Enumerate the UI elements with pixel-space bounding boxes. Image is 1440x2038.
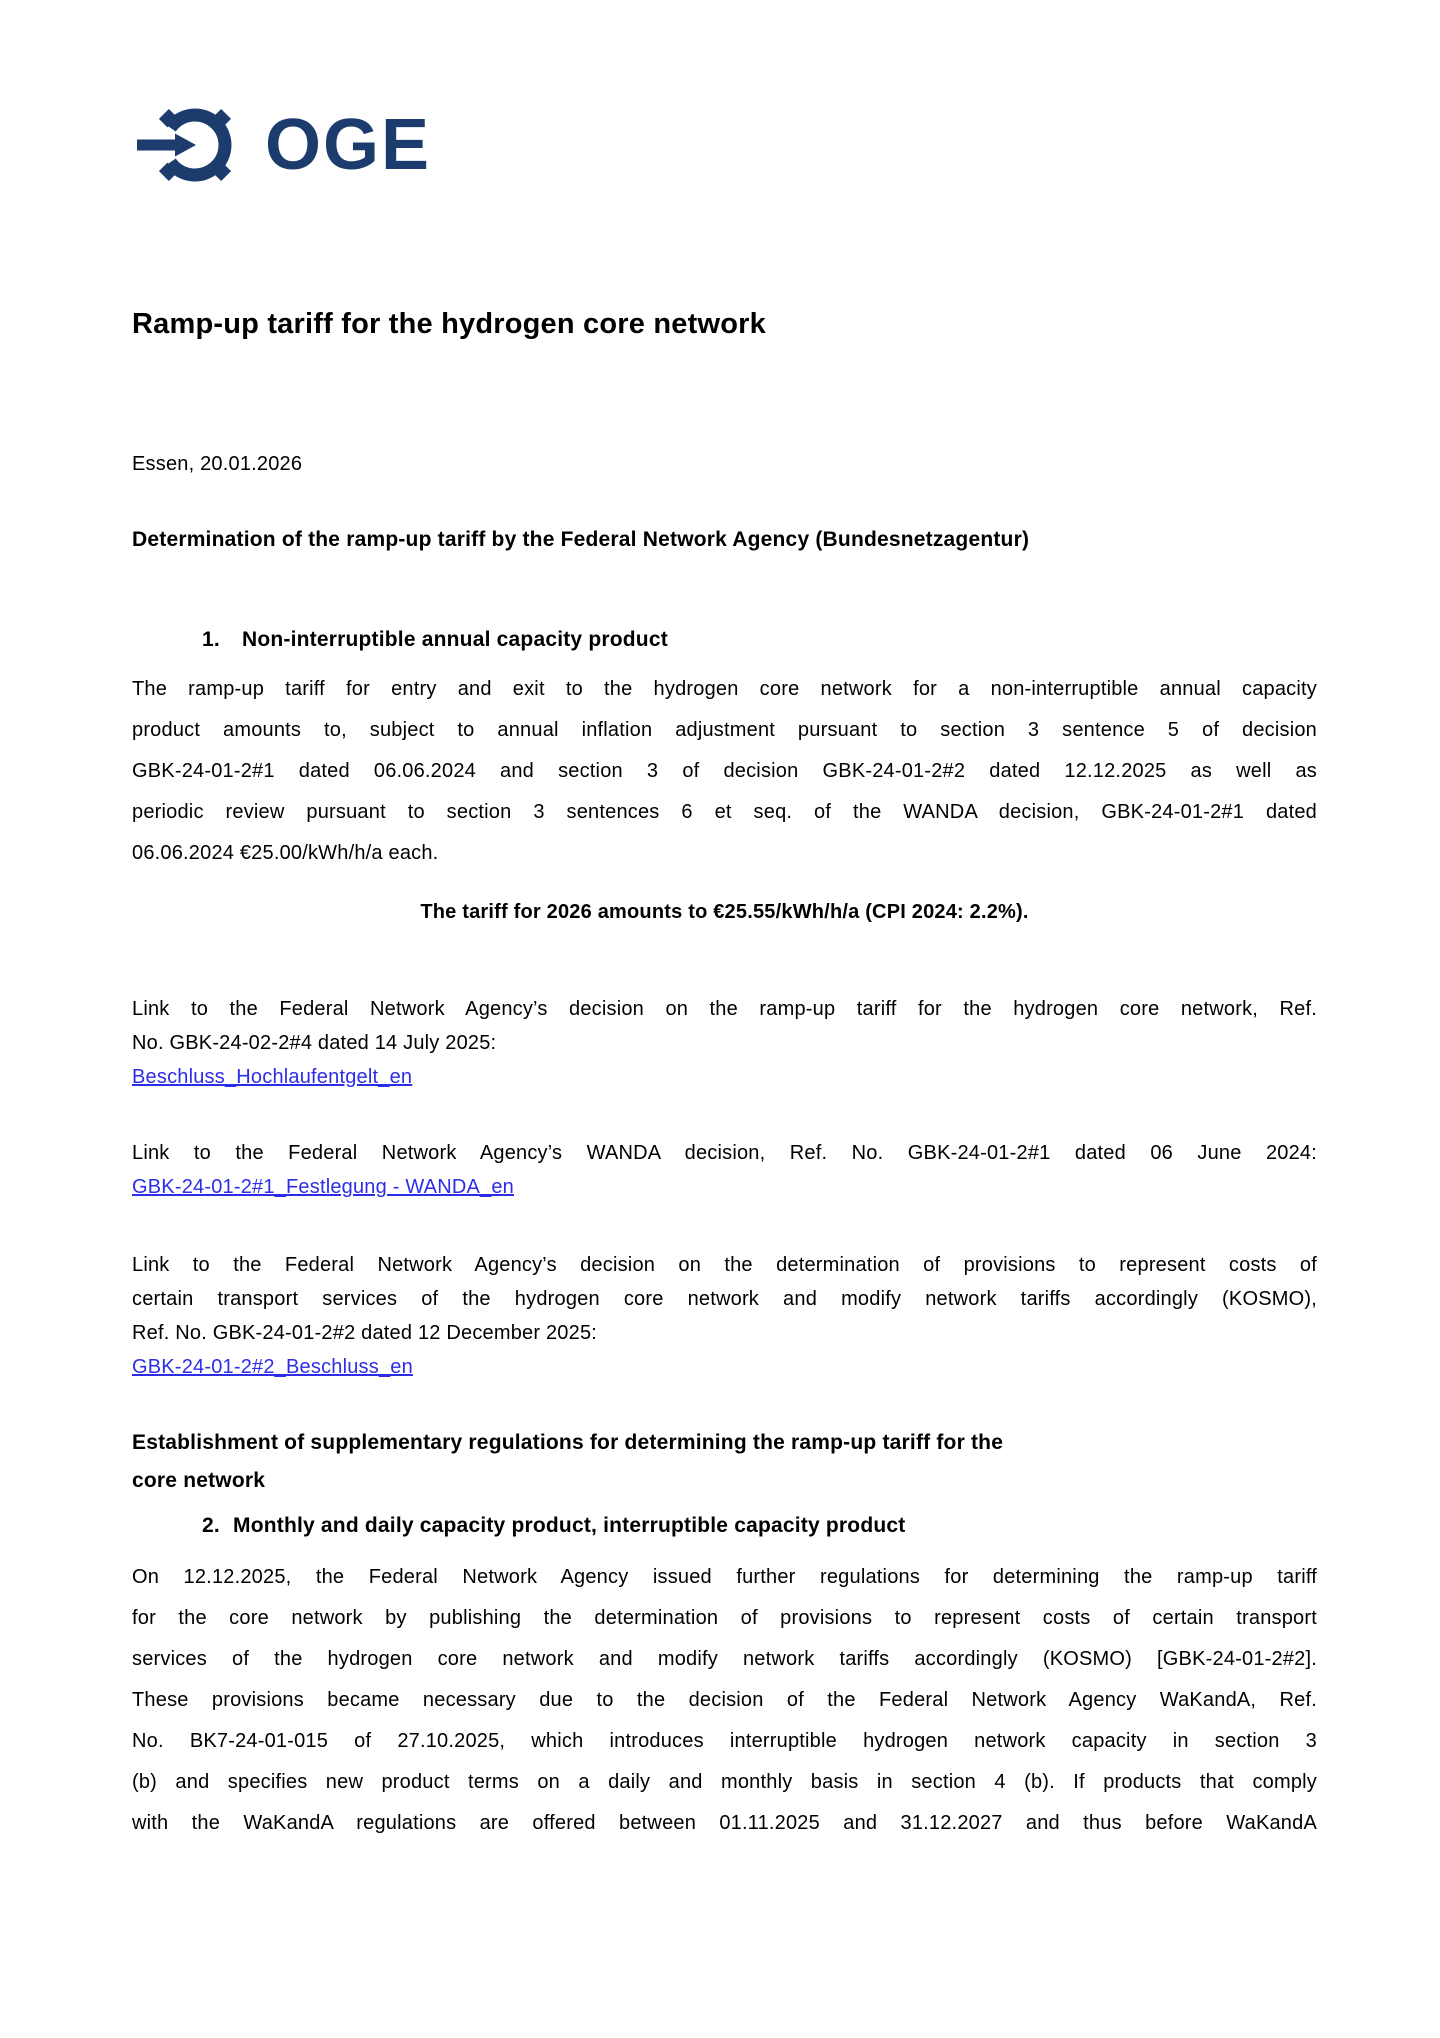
paragraph-line: Link to the Federal Network Agency’s WANDA decision, Ref. No. GBK-24-01-2#1 dated 06 June 2024:: [132, 1142, 1317, 1164]
oge-logo: [137, 100, 1317, 190]
paragraph-tariff-basis: [132, 669, 1317, 874]
link-paragraph-hochlaufentgelt: [132, 992, 1317, 1094]
heading-supplementary-regulations: [132, 1424, 1317, 1500]
paragraph-line: GBK-24-01-2#1 dated 06.06.2024 and section 3 of decision GBK-24-01-2#2 dated 12.12.2025 as well as: [132, 760, 1317, 782]
section-2-number: 2.: [202, 1514, 220, 1537]
oge-logo-text: OGE: [265, 105, 432, 185]
link-paragraph-wanda: [132, 1136, 1317, 1204]
tariff-2026-statement: The tariff for 2026 amounts to €25.55/kWh/h/a (CPI 2024: 2.2%).: [420, 901, 1029, 923]
paragraph-line: These provisions became necessary due to the decision of the Federal Network Agency WaKandA, Ref.: [132, 1689, 1317, 1711]
page-title: Ramp-up tariff for the hydrogen core network: [132, 308, 766, 340]
section-1-number: 1.: [202, 628, 220, 651]
pipeline-arrow-icon: [137, 100, 241, 190]
paragraph-line: certain transport services of the hydrogen core network and modify network tariffs accordingly (KOSMO),: [132, 1288, 1317, 1310]
dateline: Essen, 20.01.2026: [132, 453, 303, 475]
paragraph-line: periodic review pursuant to section 3 sentences 6 et seq. of the WANDA decision, GBK-24-01-2#1 dated: [132, 801, 1317, 823]
link-wanda-festlegung[interactable]: GBK-24-01-2#1_Festlegung - WANDA_en: [132, 1176, 514, 1198]
section-2-heading: [132, 1512, 1317, 1540]
link-kosmo-beschluss[interactable]: GBK-24-01-2#2_Beschluss_en: [132, 1356, 413, 1378]
link-beschluss-hochlaufentgelt[interactable]: Beschluss_Hochlaufentgelt_en: [132, 1066, 413, 1088]
heading-line: core network: [132, 1469, 266, 1492]
heading-determination: Determination of the ramp-up tariff by the Federal Network Agency (Bundesnetzagentur): [132, 528, 1030, 551]
paragraph-line: (b) and specifies new product terms on a daily and monthly basis in section 4 (b). If products that comply: [132, 1771, 1317, 1793]
paragraph-line: with the WaKandA regulations are offered between 01.11.2025 and 31.12.2027 and thus before WaKandA: [132, 1812, 1317, 1834]
section-1-heading: [132, 625, 1317, 655]
paragraph-line: services of the hydrogen core network and modify network tariffs accordingly (KOSMO) [GBK-24-01-2#2].: [132, 1648, 1317, 1670]
section-2-title: Monthly and daily capacity product, interruptible capacity product: [233, 1514, 906, 1537]
link-paragraph-kosmo: [132, 1248, 1317, 1384]
paragraph-line: Ref. No. GBK-24-01-2#2 dated 12 December 2025:: [132, 1322, 598, 1344]
paragraph-line: On 12.12.2025, the Federal Network Agency issued further regulations for determining the ramp-up tariff: [132, 1566, 1317, 1588]
heading-line: Establishment of supplementary regulations for determining the ramp-up tariff for the: [132, 1431, 1004, 1454]
paragraph-line: No. BK7-24-01-015 of 27.10.2025, which introduces interruptible hydrogen network capacity in section 3: [132, 1730, 1317, 1752]
section-1-title: Non-interruptible annual capacity product: [242, 628, 668, 651]
paragraph-line: No. GBK-24-02-2#4 dated 14 July 2025:: [132, 1032, 497, 1054]
paragraph-line: 06.06.2024 €25.00/kWh/h/a each.: [132, 842, 439, 864]
paragraph-line: for the core network by publishing the determination of provisions to represent costs of certain transport: [132, 1607, 1317, 1629]
paragraph-line: product amounts to, subject to annual inflation adjustment pursuant to section 3 sentence 5 of decision: [132, 719, 1317, 741]
paragraph-line: Link to the Federal Network Agency’s decision on the ramp-up tariff for the hydrogen core network, Ref.: [132, 998, 1317, 1020]
paragraph-line: The ramp-up tariff for entry and exit to the hydrogen core network for a non-interruptible annual capacity: [132, 678, 1317, 700]
paragraph-line: Link to the Federal Network Agency’s decision on the determination of provisions to represent costs of: [132, 1254, 1317, 1276]
paragraph-kosmo-details: [132, 1557, 1317, 1844]
